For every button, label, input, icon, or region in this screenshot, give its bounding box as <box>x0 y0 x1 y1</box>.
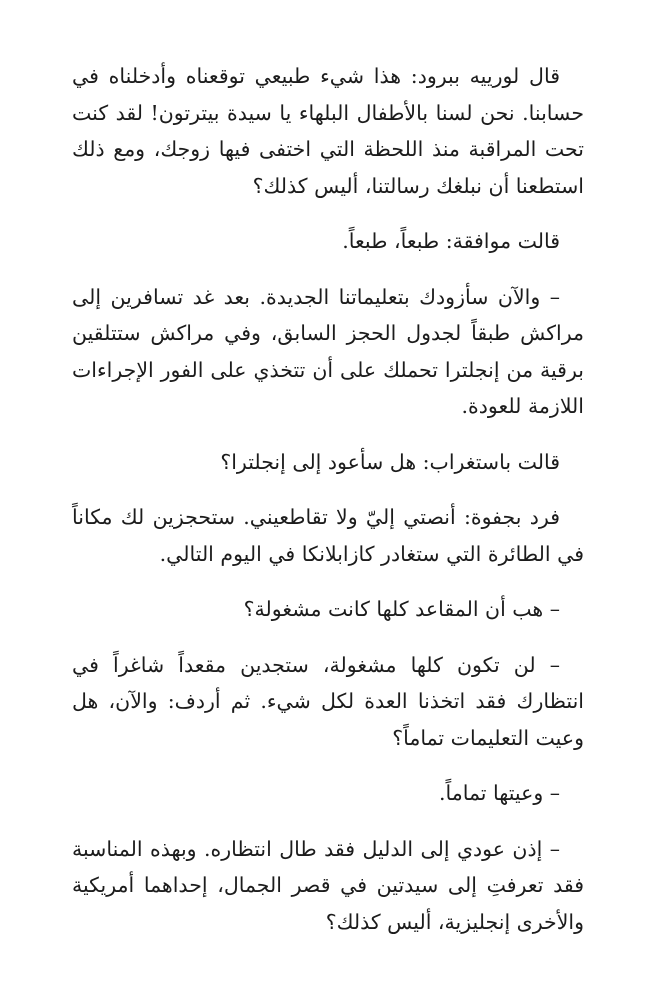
paragraph-seats-question: – هب أن المقاعد كلها كانت مشغولة؟ <box>243 597 560 621</box>
paragraph-seat-waiting: – لن تكون كلها مشغولة، ستجدين مقعداً شاغراً في انتظارك فقد اتخذنا العدة لكل شيء. ثم أردف: والآن، هل وعيت التعليمات تماماً؟ <box>72 652 584 750</box>
paragraph-plane-booking: فرد بجفوة: أنصتي إليّ ولا تقاطعيني. ستحجزين لك مكاناً في الطائرة التي ستغادر كازابلانكا في اليوم التالي. <box>72 505 584 566</box>
paragraph-agreement: قالت موافقة: طبعاً، طبعاً. <box>342 229 560 253</box>
paragraph-surprised-question: قالت باستغراب: هل سأعود إلى إنجلترا؟ <box>220 449 560 474</box>
paragraph-laurier-cold-reply: قال لورييه ببرود: هذا شيء طبيعي توقعناه وأدخلناه في حسابنا. نحن لسنا بالأطفال البلهاء يا سيدة بيترتون! لقد كنت تحت المراقبة منذ اللحظة التي اختفى فيها زوجك، ومع ذلك استطعنا أن نبلغك رسالتنا، أليس كذلك؟ <box>72 64 584 198</box>
paragraph-return-to-guide: – إذن عودي إلى الدليل فقد طال انتظاره. وبهذه المناسبة فقد تعرفتِ إلى سيدتين في قصر الجمال، إحداهما أمريكية والأخرى إنجليزية، أليس كذلك؟ <box>72 836 584 934</box>
paragraph-understood: – وعيتها تماماً. <box>438 781 560 805</box>
paragraph-new-instructions: – والآن سأزودك بتعليماتنا الجديدة. بعد غد تسافرين إلى مراكش طبقاً لجدول الحجز السابق، وفي مراكش ستتلقين برقية من إنجلترا تحملك على أن تتخذي على الفور الإجراءات اللازمة للعودة. <box>72 284 584 418</box>
